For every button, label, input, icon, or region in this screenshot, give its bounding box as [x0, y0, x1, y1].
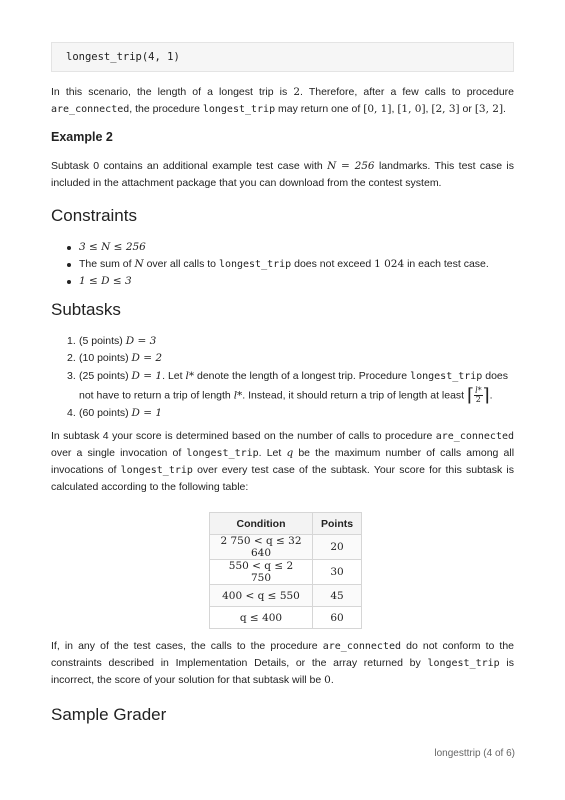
- list-item: 4. (60 points) D = 1: [67, 407, 163, 420]
- list-item: 3. (25 points) D = 1. Let l* denote the length of a longest trip. Procedure longest_trip does not have to return a trip of length l*. Instead, it should return a trip of length at least ⌈ $\frac{l*}{2}$ ⌉.: [67, 370, 509, 406]
- table-row: 550 < q ≤ 2 750 30: [210, 560, 362, 585]
- code-line: longest_trip(4, 1): [66, 51, 180, 63]
- table-row: 2 750 < q ≤ 32 640 20: [210, 535, 362, 560]
- list-item: 2. (10 points) D = 2: [67, 352, 163, 364]
- table-row: 400 < q ≤ 550 45: [210, 585, 362, 607]
- list-item: The sum of N over all calls to longest_trip does not exceed 1 024 in each test case.: [51, 256, 514, 273]
- page-footer: longesttrip (4 of 6): [434, 748, 515, 759]
- fraction: $\frac{l*}{2}$: [475, 386, 482, 404]
- subtasks-heading: Subtasks: [51, 300, 121, 319]
- subtask-4-paragraph: In subtask 4 your score is determined based on the number of calls to procedure are_connected over a single invocation of longest_trip. Let q be the maximum number of calls among all invocations of longest_trip over every test case of the subtask. Your score for this subtask is calculated according to the following table:: [51, 430, 515, 493]
- conformance-paragraph: If, in any of the test cases, the calls to the procedure are_connected do not conform to the constraints described in Implementation Details, or the array returned by longest_trip is incorrect, the score of your solution for that subtask will be 0.: [51, 640, 515, 686]
- example-2-heading: Example 2: [51, 130, 113, 144]
- constraints-list: [51, 239, 514, 290]
- constraints-heading: Constraints: [51, 206, 137, 225]
- list-item: 1. (5 points) D = 3: [67, 335, 157, 347]
- scenario-paragraph: In this scenario, the length of a longest trip is 2. Therefore, after a few calls to procedure are_connected, the procedure longest_trip may return one of [0, 1], [1, 0], [2, 3] or [3, 2].: [51, 86, 514, 115]
- table-header-condition: Condition: [210, 513, 313, 535]
- code-block: [51, 42, 514, 72]
- score-table: [209, 512, 362, 629]
- example-2-paragraph: Subtask 0 contains an additional example test case with N = 256 landmarks. This test case is included in the attachment package that you can download from the contest system.: [51, 160, 515, 189]
- list-item: 3 ≤ N ≤ 256: [51, 239, 514, 256]
- sample-grader-heading: Sample Grader: [51, 705, 167, 724]
- subtasks-list: [51, 333, 514, 422]
- table-header-points: Points: [313, 513, 362, 535]
- table-row: q ≤ 400 60: [210, 607, 362, 629]
- list-item: 1 ≤ D ≤ 3: [51, 273, 514, 290]
